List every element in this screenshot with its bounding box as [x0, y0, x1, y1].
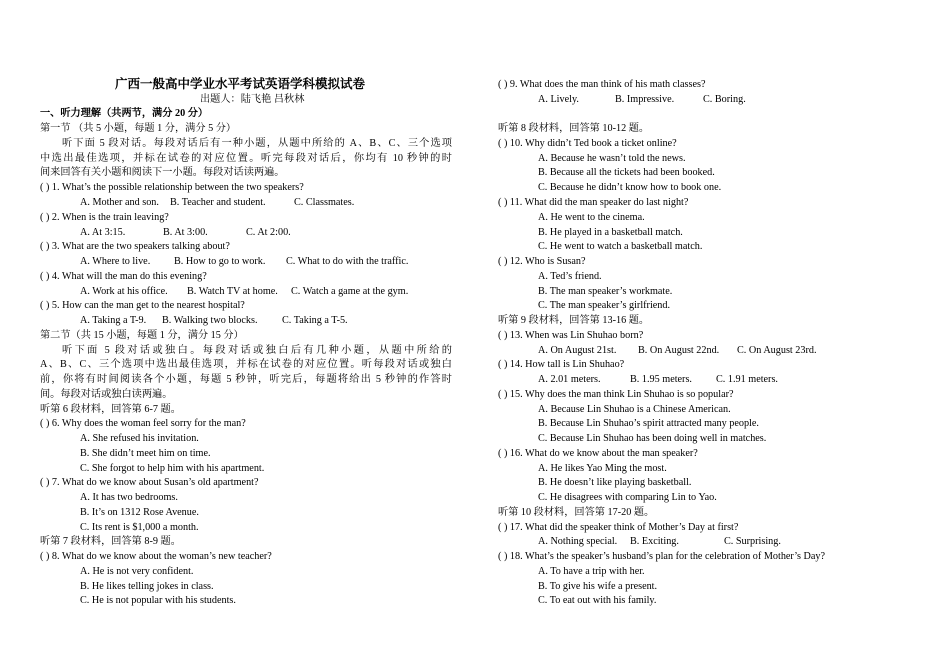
option-a: A. Nothing special. [538, 536, 618, 547]
question-stem: ( ) 12. Who is Susan? [498, 256, 586, 267]
option-b: B. Walking two blocks. [162, 315, 258, 326]
question-stem: ( ) 3. What are the two speakers talking about? [40, 241, 230, 252]
question-options [80, 285, 408, 299]
option-a: A. Mother and son. [80, 197, 159, 208]
question-stem: ( ) 11. What did the man speaker do last night? [498, 197, 689, 208]
question-stem: ( ) 17. What did the speaker think of Mother’s Day at first? [498, 522, 739, 533]
option-b: B. On August 22nd. [638, 345, 720, 356]
question-options [80, 314, 348, 328]
option-b: B. Because all the tickets had been booked. [538, 167, 715, 178]
option-b: B. At 3:00. [163, 227, 208, 238]
question-stem: ( ) 16. What do we know about the man speaker? [498, 448, 698, 459]
question-stem: ( ) 9. What does the man think of his math classes? [498, 79, 706, 90]
question-stem: ( ) 13. When was Lin Shuhao born? [498, 330, 644, 341]
option-b: B. He played in a basketball match. [538, 227, 683, 238]
option-a: A. Taking a T-9. [80, 315, 147, 326]
material-heading: 听第 10 段材料，回答第 17-20 题。 [498, 507, 655, 518]
option-a: A. Lively. [538, 94, 579, 105]
option-b: B. Teacher and student. [170, 197, 266, 208]
option-b: B. She didn’t meet him on time. [80, 448, 211, 459]
question-stem: ( ) 1. What’s the possible relationship between the two speakers? [40, 182, 304, 193]
option-b: B. To give his wife a present. [538, 581, 658, 592]
option-c: C. Boring. [703, 94, 746, 105]
question-options [80, 226, 291, 240]
question-options [538, 344, 817, 358]
option-b: B. He likes telling jokes in class. [80, 581, 214, 592]
option-c: C. She forgot to help him with his apartment. [80, 463, 265, 474]
question-options [80, 196, 354, 210]
question-stem: ( ) 18. What’s the speaker’s husband’s plan for the celebration of Mother’s Day? [498, 551, 826, 562]
option-a: A. He went to the cinema. [538, 212, 645, 223]
option-a: A. 2.01 meters. [538, 374, 601, 385]
option-a: A. He likes Yao Ming the most. [538, 463, 667, 474]
option-c: C. Its rent is $1,000 a month. [80, 522, 199, 533]
option-b: B. 1.95 meters. [630, 374, 692, 385]
option-c: C. Because Lin Shuhao has been doing well in matches. [538, 433, 767, 444]
question-stem: ( ) 5. How can the man get to the nearest hospital? [40, 300, 245, 311]
question-stem: ( ) 10. Why didn’t Ted book a ticket online? [498, 138, 677, 149]
option-a: A. Because Lin Shuhao is a Chinese American. [538, 404, 731, 415]
material-heading: 听第 9 段材料，回答第 13-16 题。 [498, 315, 650, 326]
material-heading: 听第 7 段材料，回答第 8-9 题。 [40, 536, 181, 547]
option-a: A. Where to live. [80, 256, 151, 267]
option-b: B. How to go to work. [174, 256, 266, 267]
option-c: C. What to do with the traffic. [286, 256, 409, 267]
part2-instruction-line: 间。每段对话或独白读两遍。 [40, 389, 173, 400]
part1-heading: 第一节 （共 5 小题，每题 1 分，满分 5 分） [40, 123, 237, 134]
question-stem: ( ) 14. How tall is Lin Shuhao? [498, 359, 625, 370]
part2-instruction-line: 前，你将有时间阅读各个小题，每题 5 秒钟，听完后，每题将给出 5 秒钟的作答时 [40, 374, 452, 385]
option-a: A. Work at his office. [80, 286, 168, 297]
question-options [538, 373, 778, 387]
option-c: C. At 2:00. [246, 227, 291, 238]
option-c: C. Classmates. [294, 197, 355, 208]
option-c: C. He is not popular with his students. [80, 595, 236, 606]
option-b: B. It’s on 1312 Rose Avenue. [80, 507, 199, 518]
option-b: B. The man speaker’s workmate. [538, 286, 673, 297]
question-options [538, 93, 746, 107]
section-heading: 一、听力理解（共两节，满分 20 分） [40, 108, 209, 119]
option-a: A. On August 21st. [538, 345, 617, 356]
authors-line: 出题人：陆飞艳 吕秋林 [200, 94, 305, 105]
option-a: A. Ted’s friend. [538, 271, 602, 282]
option-a: A. He is not very confident. [80, 566, 194, 577]
part1-instruction-line: 间来回答有关小题和阅读下一小题。每段对话读两遍。 [40, 167, 285, 178]
option-b: B. Impressive. [615, 94, 675, 105]
option-a: A. At 3:15. [80, 227, 126, 238]
option-c: C. To eat out with his family. [538, 595, 657, 606]
option-b: B. Because Lin Shuhao’s spirit attracted many people. [538, 418, 759, 429]
option-c: C. Taking a T-5. [282, 315, 348, 326]
option-a: A. It has two bedrooms. [80, 492, 178, 503]
part2-instruction-line: 听下面 5 段对话或独白。每段对话或独白后有几种小题，从题中所给的 [62, 345, 452, 356]
question-stem: ( ) 4. What will the man do this evening? [40, 271, 207, 282]
material-heading: 听第 6 段材料，回答第 6-7 题。 [40, 404, 181, 415]
option-c: C. Watch a game at the gym. [291, 286, 409, 297]
page-title: 广西一般高中学业水平考试英语学科模拟试卷 [115, 77, 366, 91]
option-c: C. He disagrees with comparing Lin to Yao. [538, 492, 717, 503]
option-c: C. Because he didn’t know how to book one. [538, 182, 722, 193]
option-c: C. The man speaker’s girlfriend. [538, 300, 671, 311]
option-b: B. He doesn’t like playing basketball. [538, 477, 692, 488]
option-a: A. Because he wasn’t told the news. [538, 153, 686, 164]
question-stem: ( ) 6. Why does the woman feel sorry for the man? [40, 418, 246, 429]
question-stem: ( ) 8. What do we know about the woman’s new teacher? [40, 551, 272, 562]
question-options [538, 535, 781, 549]
question-options [80, 255, 408, 269]
option-c: C. He went to watch a basketball match. [538, 241, 703, 252]
part2-heading: 第二节（共 15 小题，每题 1 分，满分 15 分） [40, 330, 244, 341]
part1-instruction-line: 中选出最佳选项，并标在试卷的对应位置。听完每段对话后，你均有 10 秒钟的时 [40, 153, 452, 164]
question-stem: ( ) 15. Why does the man think Lin Shuhao is so popular? [498, 389, 734, 400]
part2-instruction-line: A、B、C、三个选项中选出最佳选项，并标在试卷的对应位置。听每段对话或独白 [40, 359, 452, 370]
option-c: C. Surprising. [724, 536, 781, 547]
option-a: A. To have a trip with her. [538, 566, 645, 577]
option-c: C. On August 23rd. [737, 345, 817, 356]
option-b: B. Watch TV at home. [187, 286, 278, 297]
question-stem: ( ) 2. When is the train leaving? [40, 212, 169, 223]
option-a: A. She refused his invitation. [80, 433, 199, 444]
option-c: C. 1.91 meters. [716, 374, 778, 385]
part1-instruction-line: 听下面 5 段对话。每段对话后有一种小题，从题中所给的 A、B、C、三个选项 [62, 138, 452, 149]
material-heading: 听第 8 段材料，回答第 10-12 题。 [498, 123, 650, 134]
option-b: B. Exciting. [630, 536, 679, 547]
question-stem: ( ) 7. What do we know about Susan’s old apartment? [40, 477, 259, 488]
